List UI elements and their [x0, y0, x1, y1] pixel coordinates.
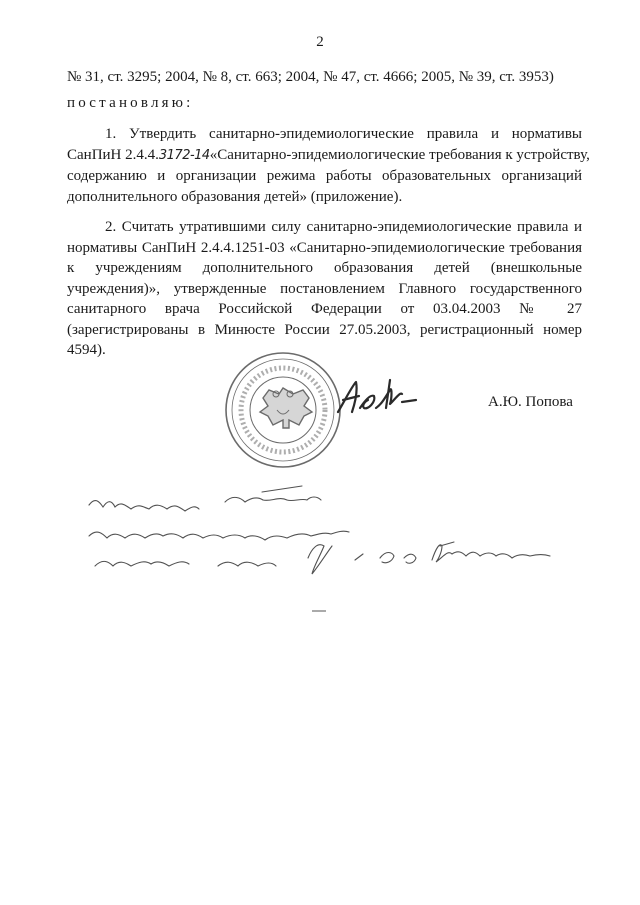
page-number: 2 — [316, 34, 324, 50]
item-2-line-6: (зарегистрированы в Минюсте России 27.05.2003, регистрационный номер — [67, 321, 582, 338]
item-2-line-2: нормативы СанПиН 2.4.4.1251-03 «Санитарно-эпидемиологические требования — [67, 239, 582, 256]
signer-name: А.Ю. Попова — [488, 394, 573, 410]
sanpin-prefix: СанПиН 2.4.4. — [67, 146, 159, 163]
item-1-line-1: 1. Утвердить санитарно-эпидемиологические правила и нормативы — [105, 126, 582, 142]
handwritten-note-icon — [89, 486, 550, 574]
item-2-line-4: учреждения)», утвержденные постановлением Главного государственного — [67, 280, 582, 297]
item-1-line-4: дополнительного образования детей» (приложение). — [67, 188, 403, 205]
item-2-line-5: санитарного врача Российской Федерации от 03.04.2003 № 27 — [67, 301, 582, 317]
handwritten-number: 3172-14 — [158, 147, 210, 163]
official-seal-icon — [226, 353, 340, 467]
director-signature-icon — [338, 380, 416, 412]
item-2-line-3: к учреждениям дополнительного образования детей (внешкольные — [67, 260, 582, 276]
item-2-line-7: 4594). — [67, 342, 106, 358]
decree-word: постановляю: — [67, 94, 194, 111]
item-1-line-2-text: «Санитарно-эпидемиологические требования к устройству, — [209, 146, 590, 163]
item-2-line-1: 2. Считать утратившими силу санитарно-эпидемиологические правила и — [105, 219, 582, 235]
citation-line: № 31, ст. 3295; 2004, № 8, ст. 663; 2004, № 47, ст. 4666; 2005, № 39, ст. 3953) — [67, 69, 554, 85]
item-1-line-3: содержанию и организации режима работы образовательных организаций — [67, 168, 582, 184]
